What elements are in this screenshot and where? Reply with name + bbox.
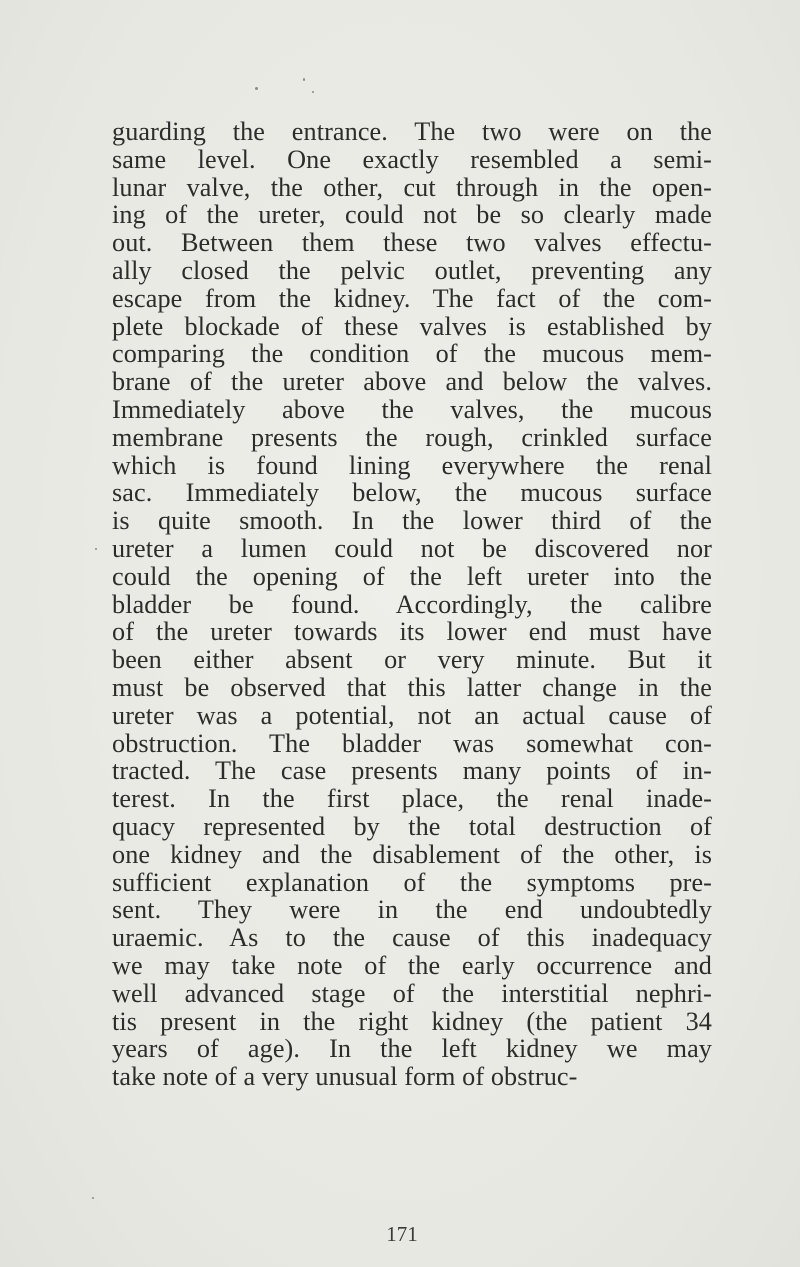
paper-speck [303,78,305,81]
paper-speck [92,1197,94,1199]
text-line: tis present in the right kidney (the patient 34 [112,1006,712,1036]
text-line: uraemic. As to the cause of this inadequacy [112,923,712,953]
text-line: is quite smooth. In the lower third of the [112,506,712,536]
text-line: tracted. The case presents many points of in- [112,756,712,786]
paper-speck [95,548,97,550]
text-line: brane of the ureter above and below the valves. [112,367,712,397]
text-line: which is found lining everywhere the renal [112,450,712,480]
text-line: we may take note of the early occurrence and [112,950,712,980]
page-number: 171 [386,1222,418,1246]
text-line: could the opening of the left ureter into the [112,561,712,591]
text-line: comparing the condition of the mucous mem- [112,339,712,369]
text-line: take note of a very unusual form of obstruc- [112,1062,578,1092]
text-line: been either absent or very minute. But it [112,645,712,675]
text-line: well advanced stage of the interstitial nephri- [112,978,712,1008]
body-text [112,118,712,1091]
text-line: bladder be found. Accordingly, the calibre [112,589,712,619]
text-line: ally closed the pelvic outlet, preventing any [112,255,712,285]
text-line: Immediately above the valves, the mucous [112,394,712,424]
text-line: sufficient explanation of the symptoms pre- [112,867,712,897]
text-line: obstruction. The bladder was somewhat con- [112,728,712,758]
text-line: ing of the ureter, could not be so clearly made [112,200,712,230]
text-line: one kidney and the disablement of the other, is [112,839,712,869]
text-line: quacy represented by the total destruction of [112,811,712,841]
text-line: years of age). In the left kidney we may [112,1034,712,1064]
text-line: guarding the entrance. The two were on the [112,117,712,146]
text-line: terest. In the first place, the renal inade- [112,784,712,814]
text-line: of the ureter towards its lower end must have [112,617,712,647]
text-line: plete blockade of these valves is established by [112,311,712,341]
text-line: out. Between them these two valves effectu- [112,228,712,258]
paper-speck [255,87,258,90]
text-line: sent. They were in the end undoubtedly [112,895,712,925]
text-line: ureter was a potential, not an actual cause of [112,700,712,730]
text-line: membrane presents the rough, crinkled surface [112,422,712,452]
text-line: same level. One exactly resembled a semi- [112,144,712,174]
text-line: escape from the kidney. The fact of the com- [112,283,712,313]
text-line: ureter a lumen could not be discovered nor [112,533,712,563]
paper-speck [312,91,314,93]
text-line: must be observed that this latter change in the [112,672,712,702]
text-line: lunar valve, the other, cut through in the open- [112,172,712,202]
text-line: sac. Immediately below, the mucous surface [112,478,712,508]
